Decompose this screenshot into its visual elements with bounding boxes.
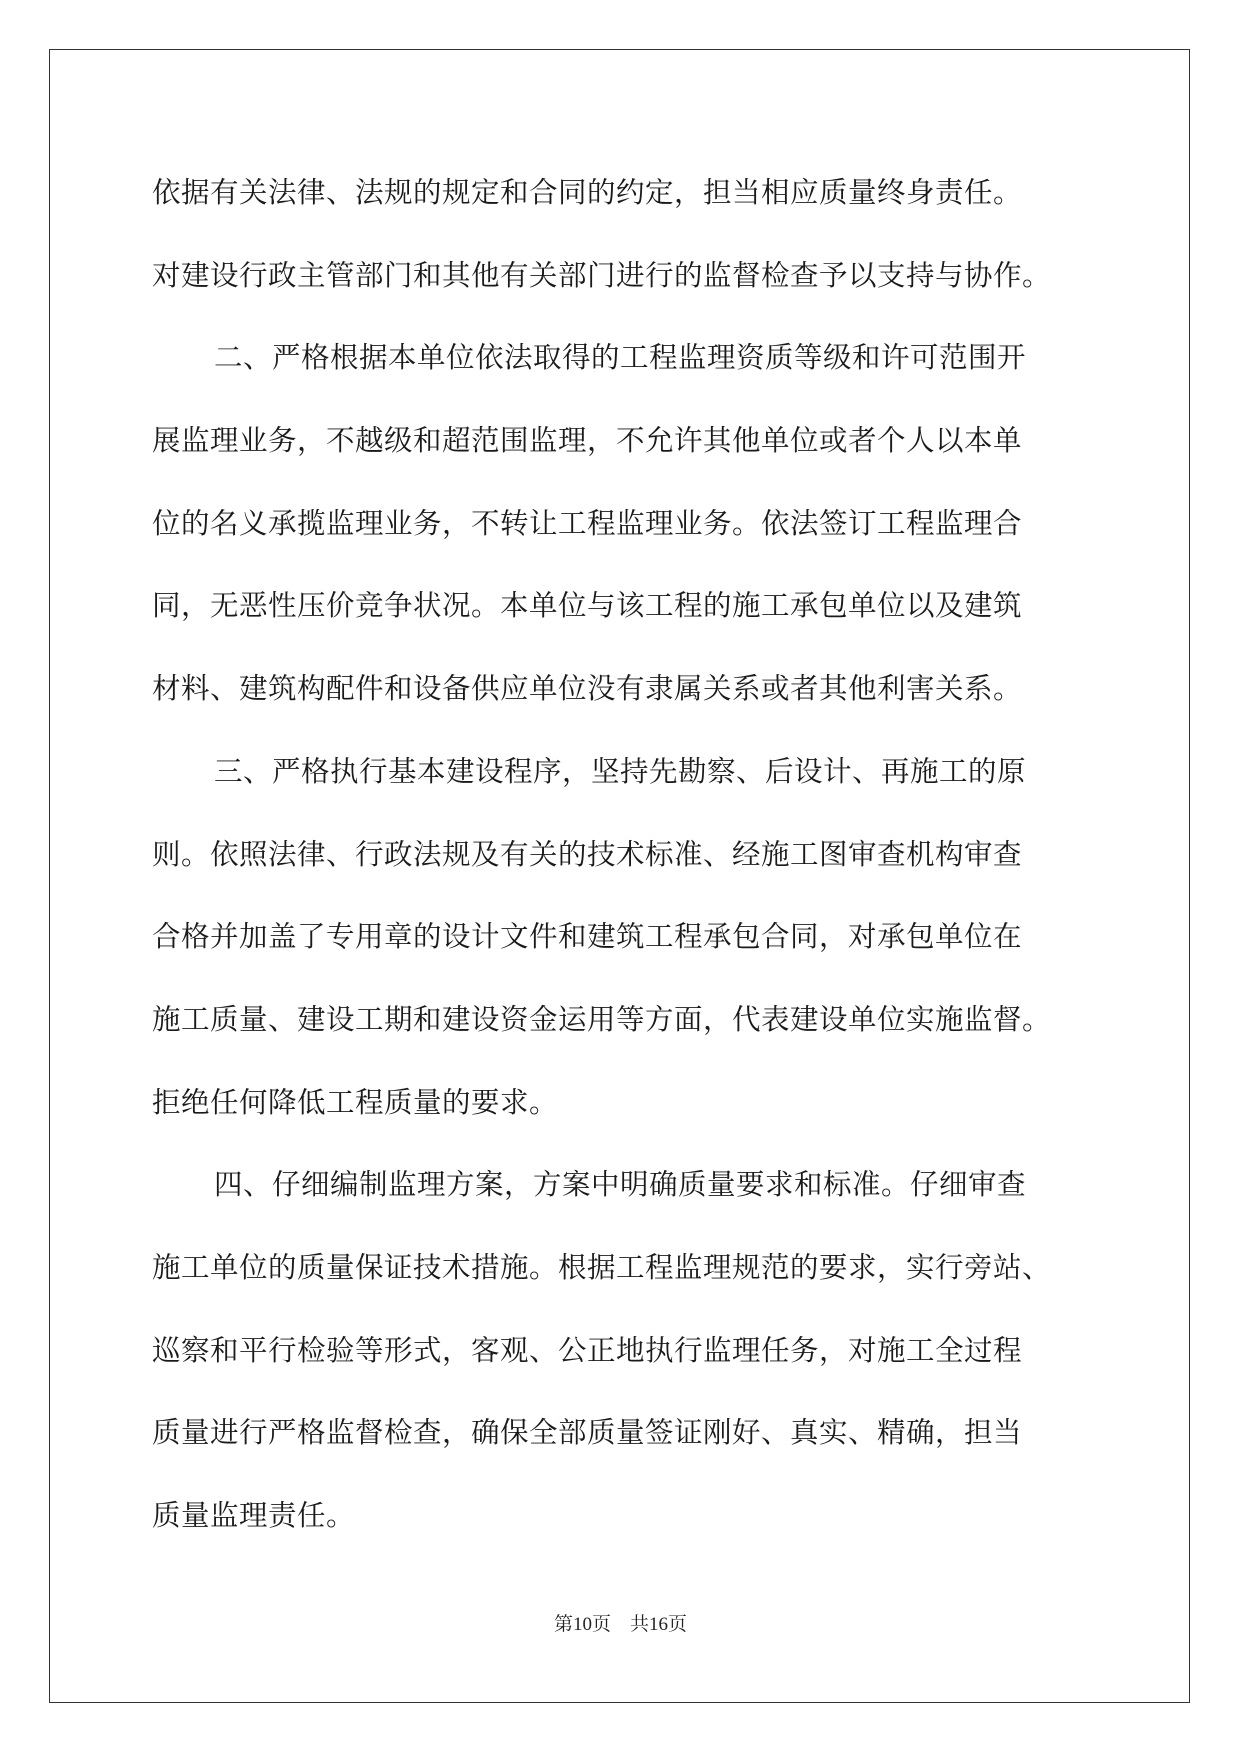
text-line: 施工质量、建设工期和建设资金运用等方面，代表建设单位实施监督。	[152, 1002, 1052, 1036]
text-line: 拒绝任何降低工程质量的要求。	[152, 1085, 559, 1119]
text-line: 合格并加盖了专用章的设计文件和建筑工程承包合同，对承包单位在	[152, 920, 1023, 954]
text-line: 巡察和平行检验等形式，客观、公正地执行监理任务，对施工全过程	[152, 1333, 1023, 1367]
text-line: 依据有关法律、法规的规定和合同的约定，担当相应质量终身责任。	[152, 176, 1023, 209]
page-number-footer: 第10页 共16页	[553, 1614, 687, 1635]
text-line: 位的名义承揽监理业务，不转让工程监理业务。依法签订工程监理合	[152, 506, 1023, 540]
text-line: 质量进行严格监督检查，确保全部质量签证刚好、真实、精确，担当	[152, 1416, 1023, 1450]
text-line: 三、严格执行基本建设程序，坚持先勘察、后设计、再施工的原	[214, 754, 1027, 788]
text-line: 同，无恶性压价竞争状况。本单位与该工程的施工承包单位以及建筑	[152, 589, 1023, 623]
text-line: 质量监理责任。	[152, 1499, 356, 1532]
text-line: 材料、建筑构配件和设备供应单位没有隶属关系或者其他利害关系。	[152, 672, 1023, 706]
text-line: 展监理业务，不越级和超范围监理，不允许其他单位或者个人以本单	[152, 424, 1023, 458]
text-line: 二、严格根据本单位依法取得的工程监理资质等级和许可范围开	[214, 341, 1027, 375]
text-line: 四、仔细编制监理方案，方案中明确质量要求和标准。仔细审查	[214, 1168, 1027, 1202]
text-line: 对建设行政主管部门和其他有关部门进行的监督检查予以支持与协作。	[152, 258, 1052, 292]
text-line: 则。依照法律、行政法规及有关的技术标准、经施工图审查机构审查	[152, 837, 1023, 871]
text-line: 施工单位的质量保证技术措施。根据工程监理规范的要求，实行旁站、	[152, 1250, 1052, 1284]
document-body	[152, 152, 1092, 1558]
